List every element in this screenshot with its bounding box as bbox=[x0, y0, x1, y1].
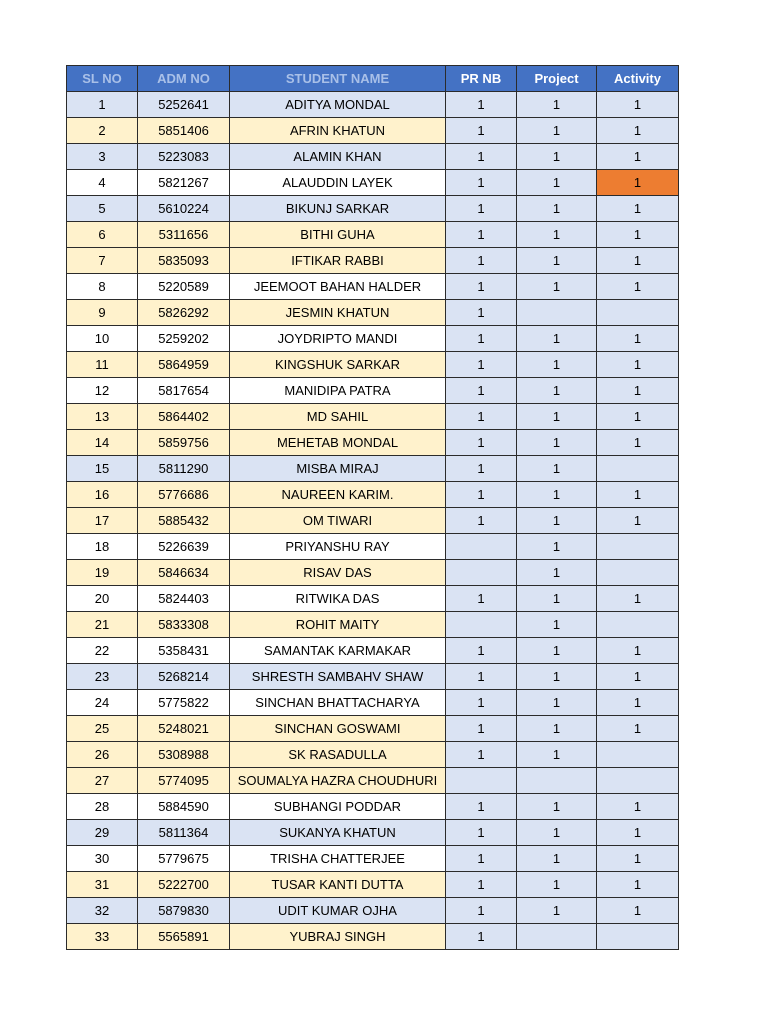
cell-sl-no[interactable]: 26 bbox=[67, 742, 138, 768]
cell-pr-nb[interactable]: 1 bbox=[446, 352, 517, 378]
cell-adm-no[interactable]: 5851406 bbox=[138, 118, 230, 144]
header-student-name[interactable]: STUDENT NAME bbox=[230, 66, 446, 92]
cell-student-name[interactable]: NAUREEN KARIM. bbox=[230, 482, 446, 508]
cell-project[interactable]: 1 bbox=[517, 716, 597, 742]
cell-student-name[interactable]: RISAV DAS bbox=[230, 560, 446, 586]
cell-student-name[interactable]: JEEMOOT BAHAN HALDER bbox=[230, 274, 446, 300]
cell-activity[interactable]: 1 bbox=[597, 352, 679, 378]
cell-student-name[interactable]: SHRESTH SAMBAHV SHAW bbox=[230, 664, 446, 690]
cell-sl-no[interactable]: 28 bbox=[67, 794, 138, 820]
cell-student-name[interactable]: JOYDRIPTO MANDI bbox=[230, 326, 446, 352]
cell-sl-no[interactable]: 25 bbox=[67, 716, 138, 742]
cell-sl-no[interactable]: 24 bbox=[67, 690, 138, 716]
cell-adm-no[interactable]: 5864402 bbox=[138, 404, 230, 430]
cell-activity[interactable] bbox=[597, 924, 679, 950]
cell-sl-no[interactable]: 1 bbox=[67, 92, 138, 118]
table-row bbox=[67, 716, 679, 742]
cell-activity[interactable]: 1 bbox=[597, 378, 679, 404]
cell-sl-no[interactable]: 21 bbox=[67, 612, 138, 638]
cell-adm-no[interactable]: 5311656 bbox=[138, 222, 230, 248]
cell-activity[interactable]: 1 bbox=[597, 144, 679, 170]
cell-activity[interactable]: 1 bbox=[597, 118, 679, 144]
cell-pr-nb[interactable]: 1 bbox=[446, 508, 517, 534]
table-row bbox=[67, 196, 679, 222]
cell-pr-nb[interactable]: 1 bbox=[446, 430, 517, 456]
table-row bbox=[67, 430, 679, 456]
cell-project[interactable]: 1 bbox=[517, 144, 597, 170]
cell-pr-nb[interactable]: 1 bbox=[446, 196, 517, 222]
cell-project[interactable]: 1 bbox=[517, 430, 597, 456]
cell-pr-nb[interactable]: 1 bbox=[446, 664, 517, 690]
cell-student-name[interactable]: BITHI GUHA bbox=[230, 222, 446, 248]
cell-activity[interactable]: 1 bbox=[597, 690, 679, 716]
cell-adm-no[interactable]: 5884590 bbox=[138, 794, 230, 820]
cell-project[interactable]: 1 bbox=[517, 898, 597, 924]
table-row bbox=[67, 248, 679, 274]
cell-student-name[interactable]: AFRIN KHATUN bbox=[230, 118, 446, 144]
table-row bbox=[67, 846, 679, 872]
cell-student-name[interactable]: ADITYA MONDAL bbox=[230, 92, 446, 118]
cell-pr-nb[interactable]: 1 bbox=[446, 846, 517, 872]
cell-adm-no[interactable]: 5226639 bbox=[138, 534, 230, 560]
cell-student-name[interactable]: SUKANYA KHATUN bbox=[230, 820, 446, 846]
cell-project[interactable]: 1 bbox=[517, 92, 597, 118]
cell-student-name[interactable]: IFTIKAR RABBI bbox=[230, 248, 446, 274]
cell-pr-nb[interactable]: 1 bbox=[446, 924, 517, 950]
cell-activity[interactable] bbox=[597, 560, 679, 586]
table-row bbox=[67, 274, 679, 300]
cell-pr-nb[interactable]: 1 bbox=[446, 898, 517, 924]
cell-adm-no[interactable]: 5774095 bbox=[138, 768, 230, 794]
cell-pr-nb[interactable]: 1 bbox=[446, 274, 517, 300]
cell-sl-no[interactable]: 27 bbox=[67, 768, 138, 794]
cell-activity[interactable] bbox=[597, 612, 679, 638]
cell-activity[interactable]: 1 bbox=[597, 92, 679, 118]
cell-project[interactable]: 1 bbox=[517, 586, 597, 612]
cell-sl-no[interactable]: 2 bbox=[67, 118, 138, 144]
cell-adm-no[interactable]: 5879830 bbox=[138, 898, 230, 924]
table-row bbox=[67, 638, 679, 664]
cell-sl-no[interactable]: 29 bbox=[67, 820, 138, 846]
cell-sl-no[interactable]: 31 bbox=[67, 872, 138, 898]
cell-pr-nb[interactable]: 1 bbox=[446, 794, 517, 820]
cell-project[interactable]: 1 bbox=[517, 872, 597, 898]
cell-project[interactable]: 1 bbox=[517, 794, 597, 820]
student-marks-table bbox=[66, 65, 679, 950]
cell-project[interactable]: 1 bbox=[517, 482, 597, 508]
cell-project[interactable]: 1 bbox=[517, 248, 597, 274]
table-row bbox=[67, 170, 679, 196]
cell-project[interactable]: 1 bbox=[517, 170, 597, 196]
cell-adm-no[interactable]: 5826292 bbox=[138, 300, 230, 326]
table-row bbox=[67, 872, 679, 898]
cell-sl-no[interactable]: 11 bbox=[67, 352, 138, 378]
cell-project[interactable] bbox=[517, 924, 597, 950]
cell-project[interactable] bbox=[517, 300, 597, 326]
cell-adm-no[interactable]: 5779675 bbox=[138, 846, 230, 872]
cell-activity[interactable]: 1 bbox=[597, 326, 679, 352]
cell-adm-no[interactable]: 5824403 bbox=[138, 586, 230, 612]
cell-sl-no[interactable]: 22 bbox=[67, 638, 138, 664]
cell-sl-no[interactable]: 8 bbox=[67, 274, 138, 300]
cell-activity[interactable]: 1 bbox=[597, 222, 679, 248]
cell-pr-nb[interactable]: 1 bbox=[446, 144, 517, 170]
table-row bbox=[67, 352, 679, 378]
cell-adm-no[interactable]: 5223083 bbox=[138, 144, 230, 170]
cell-pr-nb[interactable] bbox=[446, 612, 517, 638]
cell-pr-nb[interactable]: 1 bbox=[446, 378, 517, 404]
cell-adm-no[interactable]: 5220589 bbox=[138, 274, 230, 300]
cell-pr-nb[interactable]: 1 bbox=[446, 690, 517, 716]
cell-adm-no[interactable]: 5833308 bbox=[138, 612, 230, 638]
cell-sl-no[interactable]: 14 bbox=[67, 430, 138, 456]
cell-activity[interactable]: 1 bbox=[597, 248, 679, 274]
cell-pr-nb[interactable]: 1 bbox=[446, 222, 517, 248]
cell-sl-no[interactable]: 3 bbox=[67, 144, 138, 170]
cell-activity[interactable]: 1 bbox=[597, 638, 679, 664]
cell-student-name[interactable]: UDIT KUMAR OJHA bbox=[230, 898, 446, 924]
cell-activity[interactable] bbox=[597, 742, 679, 768]
cell-project[interactable]: 1 bbox=[517, 690, 597, 716]
cell-project[interactable]: 1 bbox=[517, 456, 597, 482]
cell-activity[interactable] bbox=[597, 456, 679, 482]
cell-sl-no[interactable]: 30 bbox=[67, 846, 138, 872]
cell-pr-nb[interactable]: 1 bbox=[446, 638, 517, 664]
table-row bbox=[67, 482, 679, 508]
cell-activity[interactable]: 1 bbox=[597, 404, 679, 430]
cell-project[interactable]: 1 bbox=[517, 846, 597, 872]
cell-student-name[interactable]: YUBRAJ SINGH bbox=[230, 924, 446, 950]
cell-pr-nb[interactable] bbox=[446, 534, 517, 560]
cell-student-name[interactable]: ALAUDDIN LAYEK bbox=[230, 170, 446, 196]
cell-pr-nb[interactable]: 1 bbox=[446, 872, 517, 898]
cell-activity[interactable]: 1 bbox=[597, 274, 679, 300]
table-row bbox=[67, 404, 679, 430]
cell-activity[interactable]: 1 bbox=[597, 508, 679, 534]
cell-sl-no[interactable]: 10 bbox=[67, 326, 138, 352]
table-row bbox=[67, 560, 679, 586]
header-activity[interactable]: Activity bbox=[597, 66, 679, 92]
cell-sl-no[interactable]: 13 bbox=[67, 404, 138, 430]
cell-activity[interactable]: 1 bbox=[597, 170, 679, 196]
cell-sl-no[interactable]: 4 bbox=[67, 170, 138, 196]
cell-adm-no[interactable]: 5846634 bbox=[138, 560, 230, 586]
cell-pr-nb[interactable]: 1 bbox=[446, 118, 517, 144]
cell-activity[interactable]: 1 bbox=[597, 872, 679, 898]
cell-student-name[interactable]: BIKUNJ SARKAR bbox=[230, 196, 446, 222]
cell-student-name[interactable]: TUSAR KANTI DUTTA bbox=[230, 872, 446, 898]
cell-student-name[interactable]: SOUMALYA HAZRA CHOUDHURI bbox=[230, 768, 446, 794]
header-project[interactable]: Project bbox=[517, 66, 597, 92]
cell-adm-no[interactable]: 5817654 bbox=[138, 378, 230, 404]
cell-student-name[interactable]: PRIYANSHU RAY bbox=[230, 534, 446, 560]
cell-activity[interactable]: 1 bbox=[597, 482, 679, 508]
table-row bbox=[67, 508, 679, 534]
cell-sl-no[interactable]: 19 bbox=[67, 560, 138, 586]
cell-pr-nb[interactable]: 1 bbox=[446, 92, 517, 118]
cell-activity[interactable]: 1 bbox=[597, 196, 679, 222]
cell-student-name[interactable]: ALAMIN KHAN bbox=[230, 144, 446, 170]
table-body bbox=[67, 92, 679, 950]
cell-adm-no[interactable]: 5864959 bbox=[138, 352, 230, 378]
cell-sl-no[interactable]: 32 bbox=[67, 898, 138, 924]
cell-project[interactable]: 1 bbox=[517, 118, 597, 144]
cell-activity[interactable] bbox=[597, 534, 679, 560]
header-sl-no[interactable]: SL NO bbox=[67, 66, 138, 92]
cell-adm-no[interactable]: 5776686 bbox=[138, 482, 230, 508]
cell-sl-no[interactable]: 23 bbox=[67, 664, 138, 690]
cell-student-name[interactable]: MD SAHIL bbox=[230, 404, 446, 430]
cell-project[interactable]: 1 bbox=[517, 742, 597, 768]
table-row bbox=[67, 534, 679, 560]
cell-adm-no[interactable]: 5811364 bbox=[138, 820, 230, 846]
cell-pr-nb[interactable]: 1 bbox=[446, 326, 517, 352]
table-row bbox=[67, 820, 679, 846]
cell-adm-no[interactable]: 5268214 bbox=[138, 664, 230, 690]
cell-activity[interactable]: 1 bbox=[597, 794, 679, 820]
cell-sl-no[interactable]: 33 bbox=[67, 924, 138, 950]
cell-project[interactable]: 1 bbox=[517, 274, 597, 300]
cell-sl-no[interactable]: 18 bbox=[67, 534, 138, 560]
table-row bbox=[67, 378, 679, 404]
table-row bbox=[67, 222, 679, 248]
cell-pr-nb[interactable] bbox=[446, 768, 517, 794]
cell-student-name[interactable]: SUBHANGI PODDAR bbox=[230, 794, 446, 820]
cell-activity[interactable]: 1 bbox=[597, 716, 679, 742]
cell-sl-no[interactable]: 20 bbox=[67, 586, 138, 612]
cell-pr-nb[interactable]: 1 bbox=[446, 716, 517, 742]
table-row bbox=[67, 742, 679, 768]
cell-student-name[interactable]: ROHIT MAITY bbox=[230, 612, 446, 638]
table-row bbox=[67, 300, 679, 326]
cell-sl-no[interactable]: 17 bbox=[67, 508, 138, 534]
cell-adm-no[interactable]: 5222700 bbox=[138, 872, 230, 898]
table-row bbox=[67, 768, 679, 794]
cell-project[interactable]: 1 bbox=[517, 534, 597, 560]
cell-activity[interactable] bbox=[597, 300, 679, 326]
cell-student-name[interactable]: TRISHA CHATTERJEE bbox=[230, 846, 446, 872]
table-row bbox=[67, 456, 679, 482]
cell-project[interactable]: 1 bbox=[517, 560, 597, 586]
cell-pr-nb[interactable]: 1 bbox=[446, 300, 517, 326]
cell-pr-nb[interactable]: 1 bbox=[446, 248, 517, 274]
cell-sl-no[interactable]: 15 bbox=[67, 456, 138, 482]
cell-project[interactable]: 1 bbox=[517, 378, 597, 404]
cell-student-name[interactable]: SAMANTAK KARMAKAR bbox=[230, 638, 446, 664]
cell-student-name[interactable]: SINCHAN GOSWAMI bbox=[230, 716, 446, 742]
cell-sl-no[interactable]: 7 bbox=[67, 248, 138, 274]
header-pr-nb[interactable]: PR NB bbox=[446, 66, 517, 92]
cell-activity[interactable]: 1 bbox=[597, 664, 679, 690]
cell-adm-no[interactable]: 5610224 bbox=[138, 196, 230, 222]
cell-activity[interactable]: 1 bbox=[597, 898, 679, 924]
cell-pr-nb[interactable]: 1 bbox=[446, 170, 517, 196]
cell-project[interactable]: 1 bbox=[517, 222, 597, 248]
cell-project[interactable]: 1 bbox=[517, 508, 597, 534]
cell-project[interactable]: 1 bbox=[517, 326, 597, 352]
cell-project[interactable]: 1 bbox=[517, 612, 597, 638]
cell-project[interactable]: 1 bbox=[517, 404, 597, 430]
cell-sl-no[interactable]: 5 bbox=[67, 196, 138, 222]
table-row bbox=[67, 144, 679, 170]
cell-adm-no[interactable]: 5835093 bbox=[138, 248, 230, 274]
cell-adm-no[interactable]: 5885432 bbox=[138, 508, 230, 534]
cell-activity[interactable]: 1 bbox=[597, 430, 679, 456]
header-row bbox=[67, 66, 679, 92]
table-row bbox=[67, 690, 679, 716]
cell-project[interactable] bbox=[517, 768, 597, 794]
cell-pr-nb[interactable]: 1 bbox=[446, 404, 517, 430]
cell-sl-no[interactable]: 9 bbox=[67, 300, 138, 326]
cell-activity[interactable]: 1 bbox=[597, 846, 679, 872]
cell-student-name[interactable]: MANIDIPA PATRA bbox=[230, 378, 446, 404]
cell-pr-nb[interactable]: 1 bbox=[446, 742, 517, 768]
cell-sl-no[interactable]: 16 bbox=[67, 482, 138, 508]
cell-pr-nb[interactable] bbox=[446, 560, 517, 586]
table-row bbox=[67, 326, 679, 352]
cell-pr-nb[interactable]: 1 bbox=[446, 456, 517, 482]
table-row bbox=[67, 92, 679, 118]
cell-adm-no[interactable]: 5358431 bbox=[138, 638, 230, 664]
cell-student-name[interactable]: RITWIKA DAS bbox=[230, 586, 446, 612]
cell-student-name[interactable]: MISBA MIRAJ bbox=[230, 456, 446, 482]
cell-project[interactable]: 1 bbox=[517, 638, 597, 664]
cell-student-name[interactable]: SINCHAN BHATTACHARYA bbox=[230, 690, 446, 716]
cell-activity[interactable]: 1 bbox=[597, 586, 679, 612]
cell-student-name[interactable]: KINGSHUK SARKAR bbox=[230, 352, 446, 378]
cell-project[interactable]: 1 bbox=[517, 196, 597, 222]
cell-student-name[interactable]: SK RASADULLA bbox=[230, 742, 446, 768]
cell-activity[interactable]: 1 bbox=[597, 820, 679, 846]
cell-student-name[interactable]: MEHETAB MONDAL bbox=[230, 430, 446, 456]
cell-student-name[interactable]: OM TIWARI bbox=[230, 508, 446, 534]
table-row bbox=[67, 586, 679, 612]
cell-pr-nb[interactable]: 1 bbox=[446, 482, 517, 508]
cell-pr-nb[interactable]: 1 bbox=[446, 586, 517, 612]
cell-project[interactable]: 1 bbox=[517, 820, 597, 846]
cell-project[interactable]: 1 bbox=[517, 664, 597, 690]
cell-adm-no[interactable]: 5308988 bbox=[138, 742, 230, 768]
cell-adm-no[interactable]: 5565891 bbox=[138, 924, 230, 950]
table-row bbox=[67, 118, 679, 144]
cell-adm-no[interactable]: 5259202 bbox=[138, 326, 230, 352]
header-adm-no[interactable]: ADM NO bbox=[138, 66, 230, 92]
table-row bbox=[67, 664, 679, 690]
cell-sl-no[interactable]: 6 bbox=[67, 222, 138, 248]
cell-adm-no[interactable]: 5811290 bbox=[138, 456, 230, 482]
cell-sl-no[interactable]: 12 bbox=[67, 378, 138, 404]
cell-activity[interactable] bbox=[597, 768, 679, 794]
table-row bbox=[67, 612, 679, 638]
cell-adm-no[interactable]: 5248021 bbox=[138, 716, 230, 742]
cell-adm-no[interactable]: 5252641 bbox=[138, 92, 230, 118]
cell-adm-no[interactable]: 5859756 bbox=[138, 430, 230, 456]
cell-student-name[interactable]: JESMIN KHATUN bbox=[230, 300, 446, 326]
cell-pr-nb[interactable]: 1 bbox=[446, 820, 517, 846]
table-row bbox=[67, 898, 679, 924]
table-row bbox=[67, 924, 679, 950]
cell-adm-no[interactable]: 5775822 bbox=[138, 690, 230, 716]
cell-project[interactable]: 1 bbox=[517, 352, 597, 378]
cell-adm-no[interactable]: 5821267 bbox=[138, 170, 230, 196]
table-row bbox=[67, 794, 679, 820]
